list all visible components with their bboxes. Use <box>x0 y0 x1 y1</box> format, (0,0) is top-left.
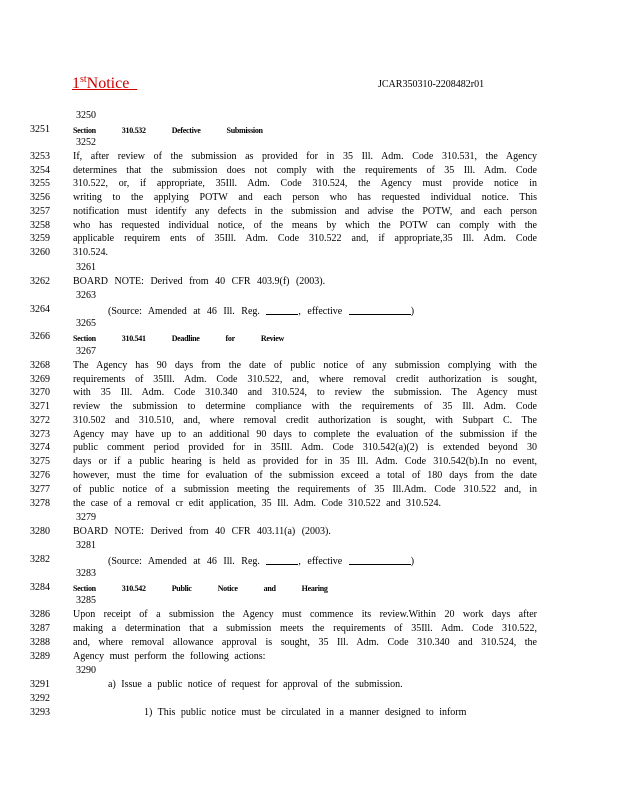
line-number: 3289 <box>30 651 50 662</box>
notice-heading: 1stNotice <box>72 74 130 92</box>
blank-line <box>349 304 411 315</box>
section-heading: Section 310.542 Public Notice and Hearing <box>73 584 328 593</box>
line-number: 3271 <box>30 401 50 412</box>
paragraph-line: public comment period provided for in 35Ill. Adm. Code 310.542(a)(2) is extended beyond 30 <box>73 442 537 453</box>
section-heading: Section 310.541 Deadline for Review <box>73 334 284 343</box>
line-number: 3264 <box>30 304 50 315</box>
inline-line-number: 3283 <box>76 568 96 579</box>
document-id: JCAR350310-2208482r01 <box>378 79 485 90</box>
blank-line <box>266 304 298 315</box>
line-number: 3257 <box>30 206 50 217</box>
paragraph-line: who has requested individual notice, of the means by which the POTW can comply with the <box>73 220 537 231</box>
paragraph-line: The Agency has 90 days from the date of public notice of any submission complying with the <box>73 360 537 371</box>
paragraph-line: of public notice of a submission meeting the requirements of 35 Ill.Adm. Code 310.522 and, in <box>73 484 537 495</box>
inline-line-number: 3281 <box>76 540 96 551</box>
paragraph-line: If, after review of the submission as provided for in 35 Ill. Adm. Code 310.531, the Agency <box>73 151 537 162</box>
line-number: 3259 <box>30 233 50 244</box>
inline-line-number: 3290 <box>76 665 96 676</box>
line-number: 3268 <box>30 360 50 371</box>
inline-line-number: 3261 <box>76 262 96 273</box>
line-number: 3278 <box>30 498 50 509</box>
line-number: 3273 <box>30 429 50 440</box>
inline-line-number: 3263 <box>76 290 96 301</box>
line-number: 3277 <box>30 484 50 495</box>
line-number: 3270 <box>30 387 50 398</box>
line-number: 3258 <box>30 220 50 231</box>
inline-line-number: 3252 <box>76 137 96 148</box>
line-number: 3293 <box>30 707 50 718</box>
inline-line-number: 3285 <box>76 595 96 606</box>
inline-line-number: 3267 <box>76 346 96 357</box>
paragraph-line: 310.524. <box>73 247 108 258</box>
paragraph-line: applicable requirem ents of 35Ill. Adm. Code 310.522 and, if appropriate,35 Ill. Adm. Code <box>73 233 537 244</box>
inline-line-number: 3279 <box>76 512 96 523</box>
paragraph-line: the case of a removal cr edit application, 35 Ill. Adm. Code 310.522 and 310.524. <box>73 498 442 509</box>
line-number: 3286 <box>30 609 50 620</box>
paragraph-line: and, where removal allowance approval is sought, 35 Ill. Adm. Code 310.340 and 310.524, the <box>73 637 537 648</box>
paragraph-line: making a determination that a submission meets the requirements of 35Ill. Adm. Code 310.522, <box>73 623 537 634</box>
paragraph-line: notification must identify any defects in the submission and advise the POTW, and each person <box>73 206 537 217</box>
board-note: BOARD NOTE: Derived from 40 CFR 403.9(f) (2003). <box>73 276 326 287</box>
line-number: 3284 <box>30 582 50 593</box>
list-item: a) Issue a public notice of request for approval of the submission. <box>108 679 403 690</box>
line-number: 3253 <box>30 151 50 162</box>
line-number: 3275 <box>30 456 50 467</box>
paragraph-line: Agency must perform the following actions: <box>73 651 266 662</box>
line-number: 3291 <box>30 679 50 690</box>
line-number: 3262 <box>30 276 50 287</box>
paragraph-line: however, must the time for evaluation of the submission exceed a total of 180 days from the date <box>73 470 537 481</box>
blank-line <box>349 554 411 565</box>
source-note: (Source: Amended at 46 Ill. Reg. , effective ) <box>108 306 415 317</box>
paragraph-line: 310.522, or, if appropriate, 35Ill. Adm. Code 310.524, the Agency must provide notice in <box>73 178 537 189</box>
line-number: 3269 <box>30 374 50 385</box>
line-number: 3288 <box>30 637 50 648</box>
line-number: 3266 <box>30 331 50 342</box>
board-note: BOARD NOTE: Derived from 40 CFR 403.11(a) (2003). <box>73 526 331 537</box>
list-item: 1) This public notice must be circulated in a manner designed to inform <box>144 707 467 718</box>
paragraph-line: Agency may have up to an additional 90 days to complete the evaluation of the submission if the <box>73 429 537 440</box>
paragraph-line: days or if a public hearing is held as provided for in 35 Ill. Adm. Code 310.542(b).In no event, <box>73 456 537 467</box>
paragraph-line: determines that the submission does not comply with the requirements of 35 Ill. Adm. Code <box>73 165 537 176</box>
line-number: 3274 <box>30 442 50 453</box>
line-number: 3254 <box>30 165 50 176</box>
paragraph-line: requirements of 35Ill. Adm. Code 310.522, and, where removal credit authorization is sought, <box>73 374 537 385</box>
blank-line <box>266 554 298 565</box>
line-number: 3292 <box>30 693 50 704</box>
line-number: 3251 <box>30 124 50 135</box>
source-note: (Source: Amended at 46 Ill. Reg. , effective ) <box>108 556 415 567</box>
line-number: 3255 <box>30 178 50 189</box>
line-number: 3260 <box>30 247 50 258</box>
inline-line-number: 3250 <box>76 110 96 121</box>
line-number: 3282 <box>30 554 50 565</box>
line-number: 3272 <box>30 415 50 426</box>
paragraph-line: with 35 Ill. Adm. Code 310.340 and 310.524, to review the submission. The Agency must <box>73 387 537 398</box>
inline-line-number: 3265 <box>76 318 96 329</box>
line-number: 3280 <box>30 526 50 537</box>
paragraph-line: writing to the applying POTW and each person who has requested individual notice. This <box>73 192 537 203</box>
line-number: 3276 <box>30 470 50 481</box>
paragraph-line: review the submission to determine compliance with the requirements of 35 Ill. Adm. Code <box>73 401 537 412</box>
line-number: 3256 <box>30 192 50 203</box>
paragraph-line: 310.502 and 310.510, and, where removal credit authorization is sought, with Subpart C. The <box>73 415 537 426</box>
section-heading: Section 310.532 Defective Submission <box>73 126 263 135</box>
paragraph-line: Upon receipt of a submission the Agency must commence its review.Within 20 work days after <box>73 609 537 620</box>
line-number: 3287 <box>30 623 50 634</box>
